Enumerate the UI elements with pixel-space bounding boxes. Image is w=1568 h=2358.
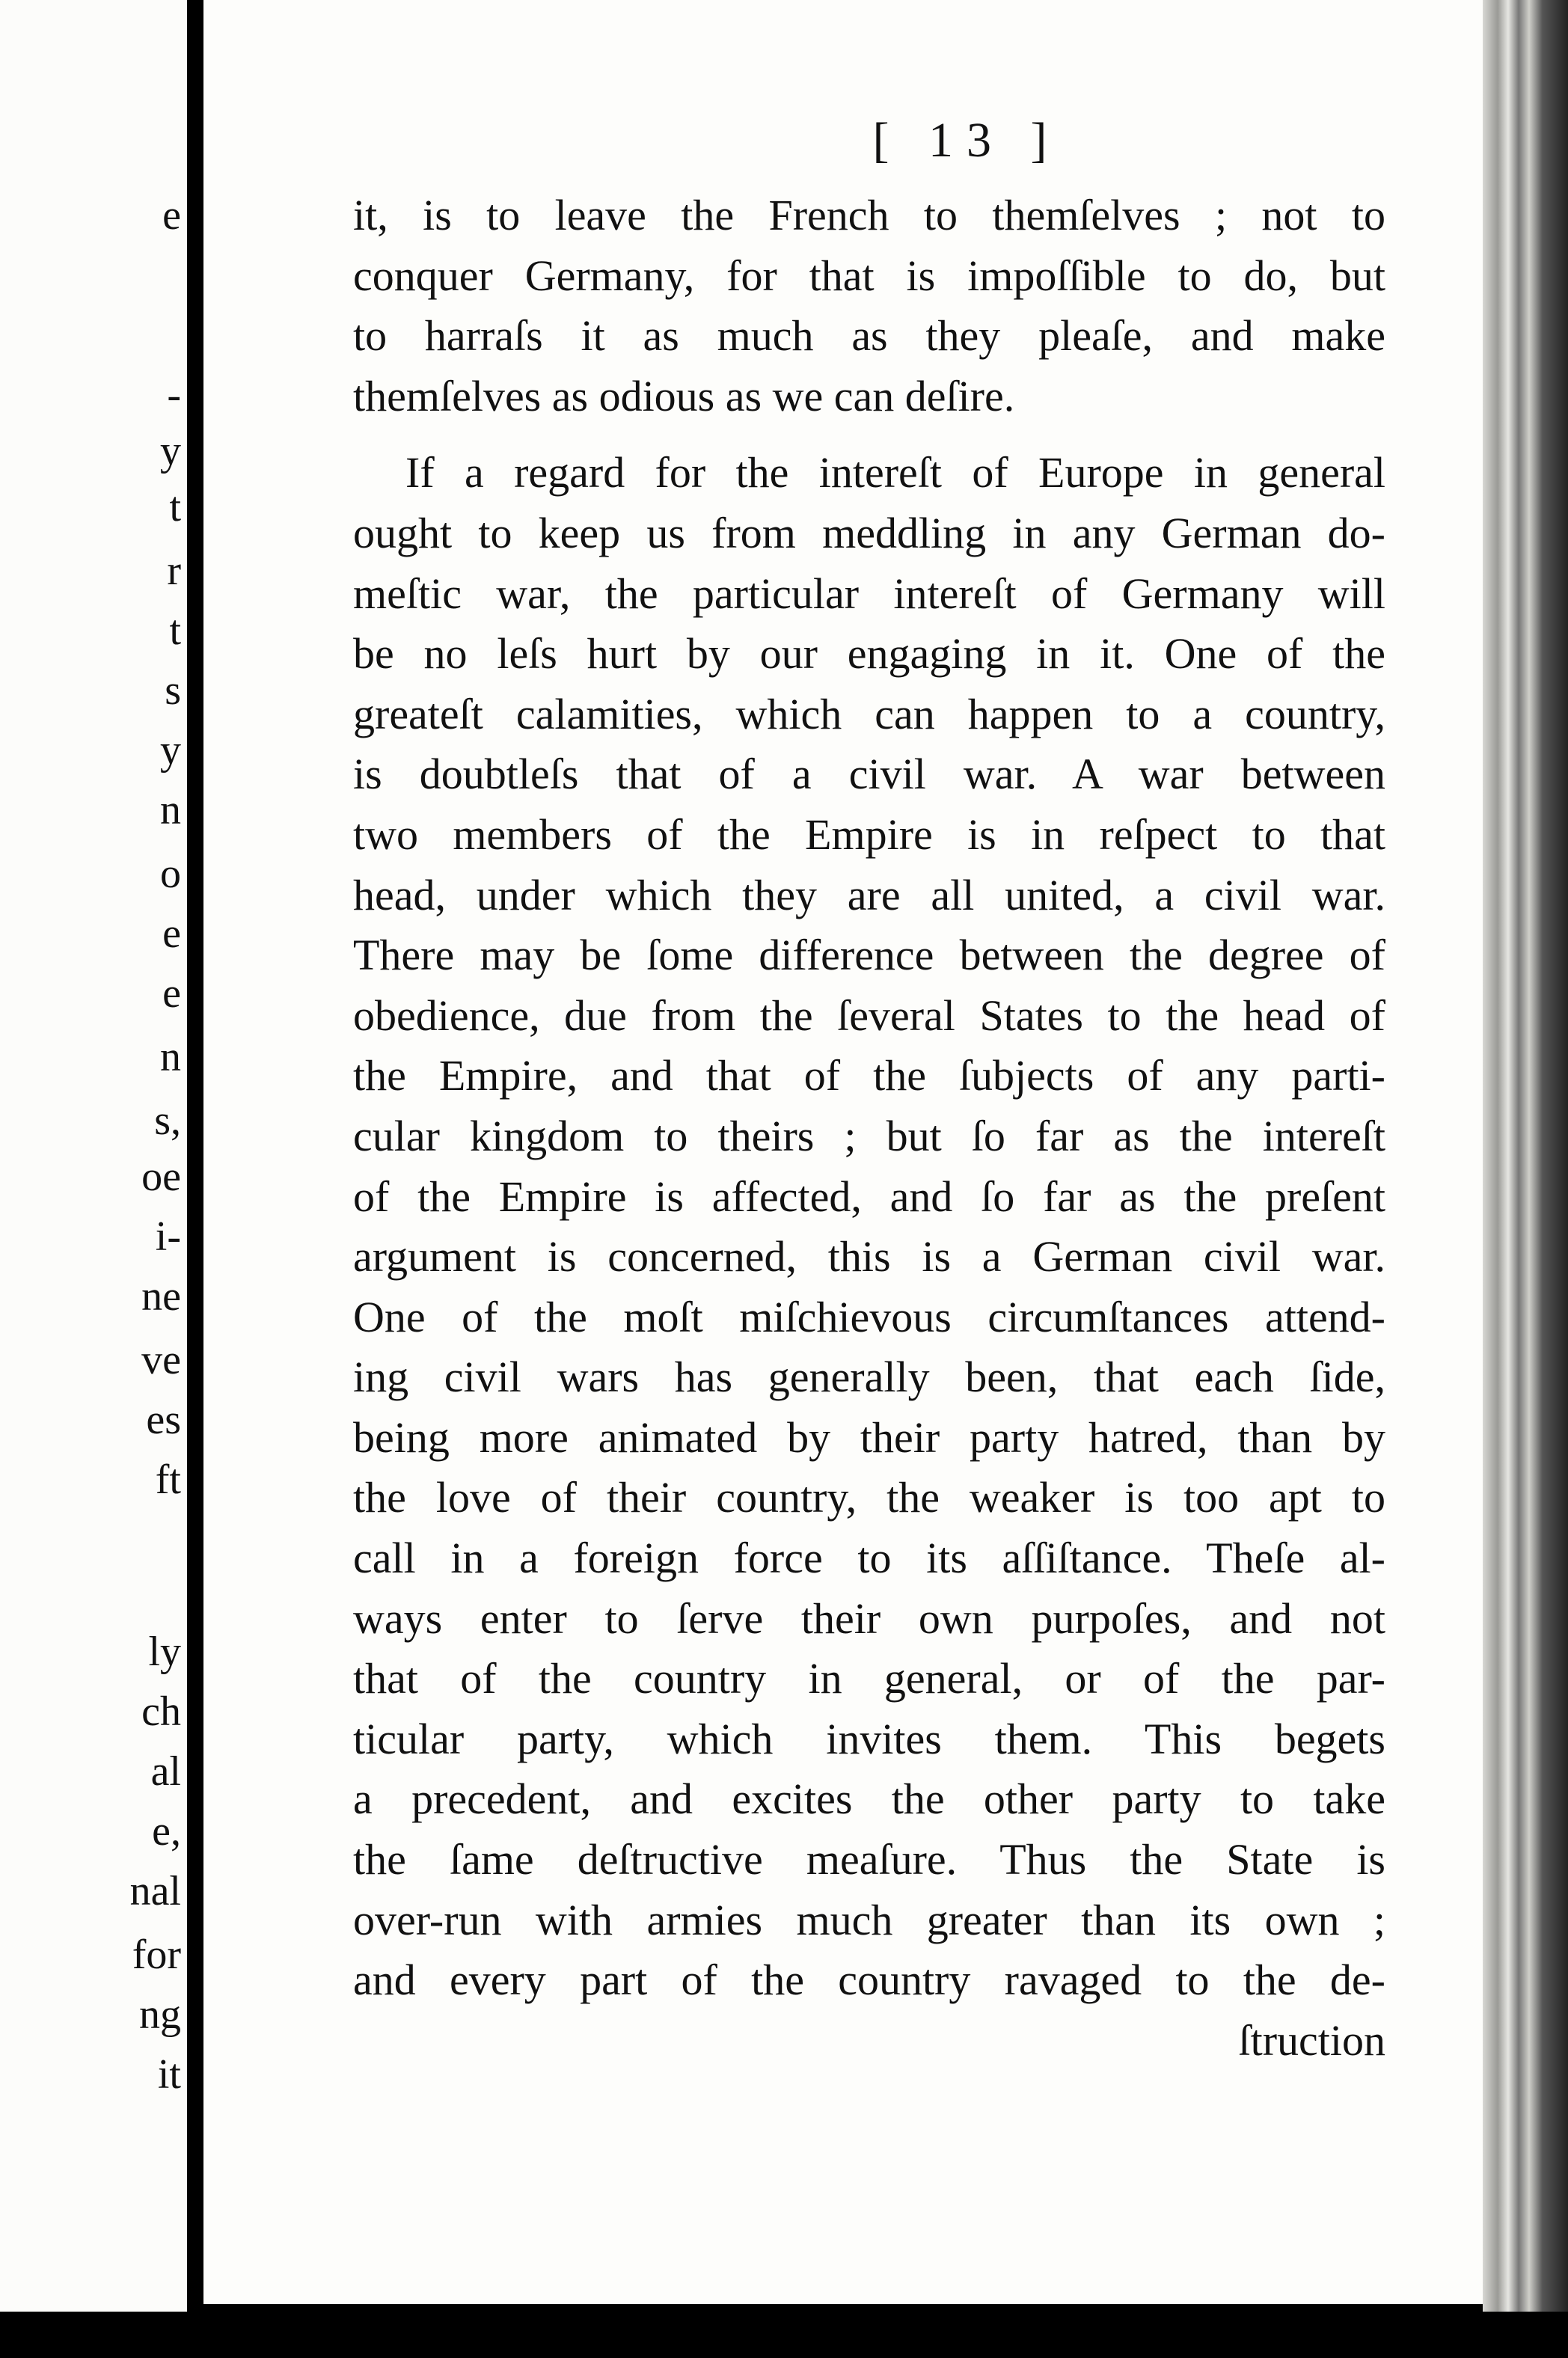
text-line: themſelves as odious as we can deſire. <box>353 371 1015 420</box>
text-line: it, is to leave the French to themſelves ; not to <box>353 191 1385 239</box>
text-line: two members of the Empire is in reſpect to that <box>353 809 1385 859</box>
text-line: that of the country in general, or of the par- <box>353 1654 1385 1703</box>
facing-page-fragment: o <box>160 851 181 897</box>
text-line: conquer Germany, for that is impoſſible to do, but <box>353 251 1385 300</box>
facing-page-fragment: t <box>169 484 181 530</box>
facing-page-fragment: ve <box>141 1337 181 1383</box>
facing-page-fragment: ng <box>139 1991 181 2038</box>
facing-page-fragment: t <box>169 607 181 654</box>
text-line: is doubtleſs that of a civil war. A war between <box>353 750 1385 799</box>
facing-page-edge <box>0 0 187 2319</box>
facing-page-fragment: e, <box>152 1808 181 1855</box>
text-line: ticular party, which invites them. This begets <box>353 1714 1385 1763</box>
book-page <box>203 0 1483 2304</box>
facing-page-fragment: ly <box>148 1629 181 1675</box>
facing-page-fragment: nal <box>129 1868 181 1914</box>
book-gutter <box>187 0 203 2358</box>
facing-page-fragment: e <box>162 192 181 239</box>
text-line: meſtic war, the particular intereſt of Germany will <box>353 569 1385 618</box>
facing-page-fragment: e <box>162 910 181 957</box>
facing-page-fragment: y <box>160 727 181 774</box>
text-line: of the Empire is affected, and ſo far as the preſent <box>353 1172 1385 1221</box>
text-line: ways enter to ſerve their own purpoſes, and not <box>353 1593 1385 1643</box>
text-line: argument is concerned, this is a German civil war. <box>353 1232 1385 1281</box>
facing-page-fragment: n <box>160 1034 181 1080</box>
text-line: greateſt calamities, which can happen to a country, <box>353 689 1385 738</box>
facing-page-fragment: oe <box>141 1154 181 1200</box>
text-line: ſtruction <box>1238 2015 1385 2065</box>
text-line: If a regard for the intereſt of Europe in general <box>405 448 1385 497</box>
facing-page-fragment: - <box>167 372 181 418</box>
facing-page-fragment: ch <box>141 1688 181 1735</box>
text-line: and every part of the country ravaged to the de- <box>353 1956 1385 2005</box>
text-line: One of the moſt miſchievous circumſtances attend- <box>353 1292 1385 1341</box>
facing-page-fragment: e <box>162 970 181 1017</box>
text-line: call in a foreign force to its aſſiſtance. Theſe al- <box>353 1534 1385 1583</box>
text-line: obedience, due from the ſeveral States to the head of <box>353 990 1385 1040</box>
text-line: the Empire, and that of the ſubjects of any parti- <box>353 1051 1385 1100</box>
facing-page-fragment: y <box>160 428 181 474</box>
scan-border <box>0 2312 1568 2358</box>
facing-page-fragment: ft <box>155 1457 181 1503</box>
text-line: over-run with armies much greater than its own ; <box>353 1895 1385 1944</box>
text-line: be no leſs hurt by our engaging in it. One of the <box>353 629 1385 679</box>
text-line: There may be ſome difference between the degree of <box>353 931 1385 980</box>
text-line: ing civil wars has generally been, that each ſide, <box>353 1353 1385 1402</box>
facing-page-fragment: n <box>160 787 181 833</box>
page-number: [ 13 ] <box>872 113 1061 168</box>
facing-page-fragment: s <box>165 667 181 714</box>
facing-page-fragment: it <box>157 2051 181 2098</box>
text-line: a precedent, and excites the other party to take <box>353 1774 1385 1824</box>
page-stack-edge <box>1483 0 1568 2358</box>
facing-page-fragment: ne <box>141 1273 181 1320</box>
facing-page-fragment: es <box>146 1397 181 1443</box>
facing-page-fragment: r <box>167 548 181 594</box>
text-line: ought to keep us from meddling in any German do- <box>353 508 1385 557</box>
text-line: the love of their country, the weaker is too apt to <box>353 1473 1385 1522</box>
text-line: cular kingdom to theirs ; but ſo far as the intereſt <box>353 1111 1385 1160</box>
facing-page-fragment: s, <box>154 1097 181 1144</box>
text-line: the ſame deſtructive meaſure. Thus the State is <box>353 1835 1385 1884</box>
facing-page-fragment: i- <box>155 1213 181 1260</box>
text-line: being more animated by their party hatred, than by <box>353 1412 1385 1462</box>
text-line: head, under which they are all united, a civil war. <box>353 870 1385 919</box>
facing-page-fragment: for <box>132 1932 181 1978</box>
text-line: to harraſs it as much as they pleaſe, and make <box>353 311 1385 361</box>
paragraph-gap <box>353 426 1385 443</box>
facing-page-fragment: al <box>150 1748 181 1795</box>
page-text <box>353 186 1385 2071</box>
